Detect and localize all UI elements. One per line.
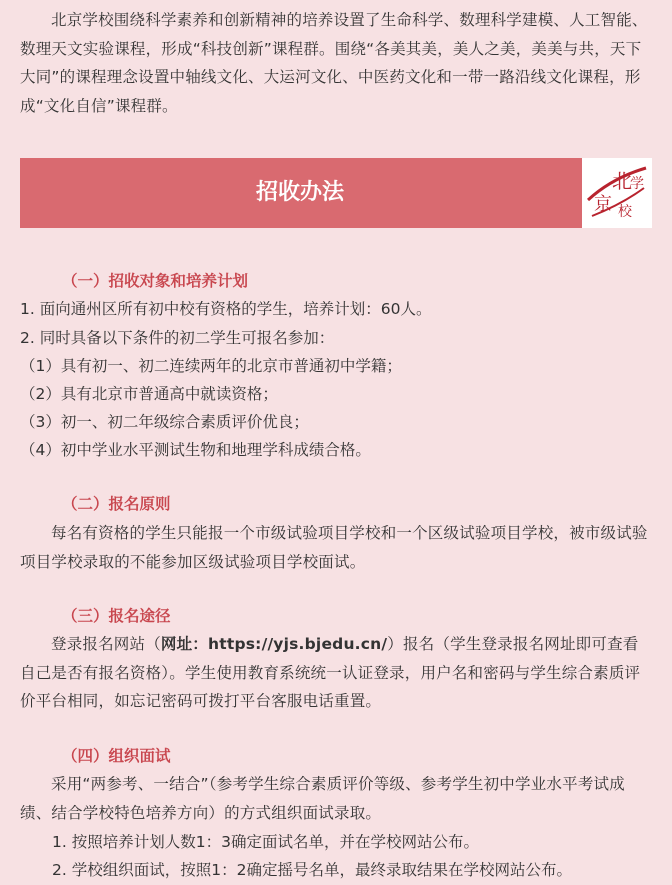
list-item: 2. 同时具备以下条件的初二学生可报名参加：: [20, 329, 335, 347]
list-item: 1. 按照培养计划人数1：3确定面试名单，并在学校网站公布。: [52, 833, 479, 851]
list-item: （3）初一、初二年级综合素质评价优良；: [20, 413, 309, 431]
section-heading-2: （二）报名原则: [62, 495, 171, 513]
section-heading-4: （四）组织面试: [62, 747, 171, 765]
section-3-text-a: 登录报名网站（: [51, 635, 161, 653]
logo-char-4: 校: [618, 204, 632, 220]
section-2-paragraph: 每名有资格的学生只能报一个市级试验项目学校和一个区级试验项目学校，被市级试验项目学校录取的不能参加区级试验项目学校面试。: [20, 524, 648, 571]
section-heading-1: （一）招收对象和培养计划: [62, 272, 249, 290]
list-item: （4）初中学业水平测试生物和地理学科成绩合格。: [20, 441, 371, 459]
registration-url[interactable]: 网址：https://yjs.bjedu.cn/: [160, 635, 388, 653]
section-heading-3: （三）报名途径: [62, 607, 171, 625]
school-logo: [582, 158, 652, 228]
intro-paragraph: 北京学校围绕科学素养和创新精神的培养设置了生命科学、数理科学建模、人工智能、数理天文实验课程，形成“科技创新”课程群。围绕“各美其美，美人之美，美美与共，天下大同”的课程理念设置中轴线文化、大运河文化、中医药文化和一带一路沿线文化课程，形成“文化自信”课程群。: [20, 11, 648, 115]
logo-char-3: 学: [630, 176, 644, 192]
section-3-text-b: ）报名（学生登录报名网址即可查看自己是否有报名资格）。学生使用教育系统统一认证登录，用户名和密码与学生综合素质评价平台相同，如忘记密码可拨打平台客服电话重置。: [20, 635, 641, 710]
logo-char-2: 京: [594, 194, 612, 215]
logo-char-1: 北: [612, 169, 632, 193]
section-4-paragraph: 采用“两参考、一结合”（参考学生综合素质评价等级、参考学生初中学业水平考试成绩、结合学校特色培养方向）的方式组织面试录取。: [20, 775, 625, 822]
list-item: 2. 学校组织面试，按照1：2确定摇号名单，最终录取结果在学校网站公布。: [52, 861, 572, 879]
list-item: （2）具有北京市普通高中就读资格；: [20, 385, 278, 403]
section-banner: [20, 158, 652, 228]
list-item: （1）具有初一、初二连续两年的北京市普通初中学籍；: [20, 357, 402, 375]
banner-title: 招收办法: [255, 180, 344, 205]
section-3-paragraph: [20, 630, 654, 716]
school-logo-icon: [582, 158, 652, 228]
list-item: 1. 面向通州区所有初中校有资格的学生，培养计划：60人。: [20, 300, 432, 318]
